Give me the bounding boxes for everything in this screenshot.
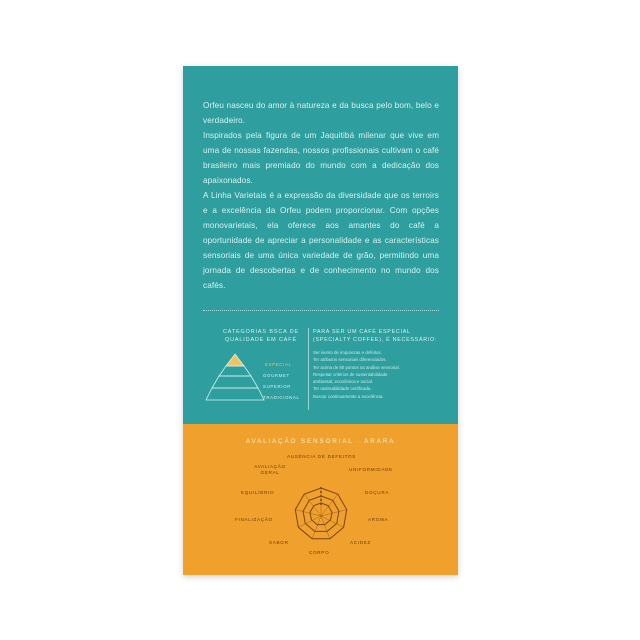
axis-label-ausencia-defeitos: AUSÊNCIA DE DEFEITOS [287, 454, 357, 459]
radar-point [320, 503, 322, 505]
sensory-radar-chart [263, 459, 381, 575]
level-tradicional: TRADICIONAL [263, 395, 300, 400]
story-paragraph-2: Inspirados pela figura de um Jaquitibá milenar que vive em uma de nossas fazendas, nossos profissionais cultivam o café brasileiro mais premiado do mundo com a dedicação dos apaixonados. [203, 131, 439, 185]
requirement-item: Ter acima de 80 pontos na análise sensorial. [313, 364, 400, 370]
requirement-item: ambiental, econômica e social. [313, 379, 374, 385]
requirement-item: Respeitar critérios de sustentabilidade [313, 371, 388, 377]
teal-panel [183, 66, 458, 424]
categories-title: CATEGORIAS BSCA DE QUALIDADE EM CAFÉ [222, 329, 299, 343]
axis-label-corpo: CORPO [309, 550, 330, 555]
sensory-title: AVALIAÇÃO SENSORIAL · ARARA [245, 438, 396, 445]
axis-label-uniformidade: UNIFORMIDADE [349, 467, 393, 472]
level-gourmet: GOURMET [263, 373, 290, 378]
requirement-item: Buscar continuamente a excelência. [313, 393, 384, 399]
radar-point [320, 491, 322, 493]
specialty-requirements [313, 349, 448, 400]
axis-label-finalizacao: FINALIZAÇÃO [235, 517, 273, 522]
level-especial: ESPECIAL [265, 362, 292, 367]
requirement-item: Ter atributos sensoriais diferenciados. [313, 357, 387, 363]
dotted-divider [203, 310, 439, 311]
story-paragraph-3: A Linha Varietais é a expressão da diversidade que os terroirs e a excelência da Orfeu podem proporcionar. Com opções monovarietais, ela oferece aos amantes do café a oportunidade de apreciar a personalidade e as características sensoriais de uma única variedade de grão, permitindo uma jornada de descobertas e de conhecimento no mundo dos cafés. [203, 191, 439, 290]
radar-point [320, 499, 322, 501]
axis-label-equilibrio: EQUILÍBRIO [241, 490, 275, 495]
specialty-title: PARA SER UM CAFÉ ESPECIAL (SPECIALTY COFFEE), É NECESSÁRIO: [313, 329, 438, 343]
axis-label-docura: DOÇURA [365, 490, 390, 495]
radar-point [320, 487, 322, 489]
section-divider [308, 328, 309, 410]
radar-point [320, 495, 322, 497]
axis-label-sabor: SABOR [269, 540, 289, 545]
requirement-item: Ter rastreabilidade certificada. [313, 386, 372, 392]
story-paragraph-1: Orfeu nasceu do amor à natureza e da busca pelo bom, belo e verdadeiro. [203, 101, 439, 125]
axis-label-acidez: ACIDEZ [350, 540, 372, 545]
axis-label-aroma: AROMA [368, 517, 389, 522]
axis-label-avaliacao-geral: AVALIAÇÃO GERAL [254, 464, 286, 475]
requirement-item: Ser isento de impurezas e defeitos. [313, 350, 382, 355]
brand-story [203, 98, 439, 293]
coffee-package-back [183, 66, 458, 575]
level-superior: SUPERIOR [263, 384, 292, 389]
quality-pyramid-icon [205, 352, 265, 404]
